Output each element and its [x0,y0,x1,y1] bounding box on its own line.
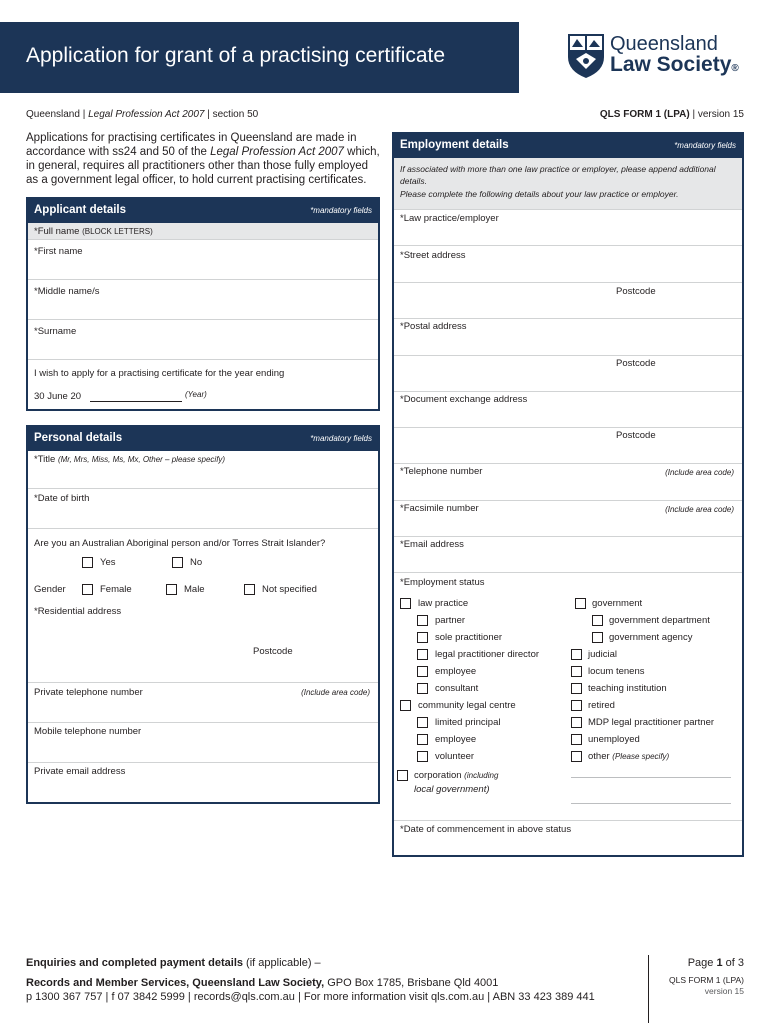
status-checkbox[interactable] [417,632,428,643]
status-checkbox[interactable] [417,649,428,660]
footer-email[interactable]: records@qls.com.au [193,991,295,1003]
employer-telephone-field[interactable]: *Telephone number (Include area code) [394,464,742,501]
form-version: QLS FORM 1 (LPA) | version 15 [599,109,744,120]
logo-text-queensland: Queensland [610,33,718,55]
footer-abn: ABN 33 423 389 441 [492,991,595,1003]
footer-version: version 15 [704,986,744,996]
aboriginal-question: Are you an Australian Aboriginal person and/or Torres Strait Islander? Yes No [34,538,326,568]
doc-exchange-postcode-field[interactable]: Postcode [394,428,742,464]
status-checkbox[interactable] [571,734,582,745]
act-reference: Queensland | Legal Profession Act 2007 | section 50 [26,109,259,120]
intro-paragraph: Applications for practising certificates in Queensland are made in accordance with ss24 and 50 of the Legal Profession Act 2007 which, in general, requires all practitioners other than those fully employed as a government legal officer, to hold current practising certificates. [26,132,380,186]
gender-not-specified-checkbox[interactable] [244,584,255,595]
status-checkbox[interactable] [417,734,428,745]
status-checkbox[interactable] [417,751,428,762]
qls-crest-icon [567,33,605,79]
document-exchange-field[interactable]: *Document exchange address [394,392,742,428]
year-ending-text: I wish to apply for a practising certificate for the year ending [34,368,285,379]
year-date-label: 30 June 20 [34,391,82,402]
status-checkbox[interactable] [592,615,603,626]
surname-field[interactable]: *Surname [28,320,378,360]
logo-text-law-society: Law Society® [610,53,739,76]
private-email-field[interactable]: Private email address [34,766,126,777]
page-title: Application for grant of a practising certificate [26,44,446,67]
status-checkbox[interactable] [571,649,582,660]
status-checkbox[interactable] [400,700,411,711]
footer-enquiries: Enquiries and completed payment details (if applicable) – [26,957,321,969]
employment-details-section [392,132,744,857]
status-checkbox-other[interactable] [571,751,582,762]
applicant-details-header: Applicant details *mandatory fields [28,199,378,223]
status-checkbox[interactable] [592,632,603,643]
gender-male-checkbox[interactable] [166,584,177,595]
footer-website[interactable]: qls.com.au [431,991,485,1003]
status-checkbox[interactable] [571,666,582,677]
status-checkbox[interactable] [571,700,582,711]
date-of-birth-field[interactable]: *Date of birth [28,489,378,529]
aboriginal-yes-checkbox[interactable] [82,557,93,568]
mobile-phone-field[interactable]: Mobile telephone number [28,723,378,763]
postal-address-field[interactable]: *Postal address [394,319,742,356]
personal-details-section [26,425,380,804]
middle-name-field[interactable]: *Middle name/s [28,280,378,320]
employer-facsimile-field[interactable]: *Facsimile number (Include area code) [394,501,742,537]
gender-female-checkbox[interactable] [82,584,93,595]
residential-address-field[interactable]: *Residential address Postcode [28,604,378,683]
status-checkbox[interactable] [417,717,428,728]
other-specify-line[interactable] [571,777,731,778]
status-checkbox[interactable] [417,615,428,626]
title-field[interactable]: *Title (Mr, Mrs, Miss, Ms, Mx, Other – please specify) [28,451,378,489]
personal-details-header: Personal details *mandatory fields [28,427,378,451]
employment-note: If associated with more than one law practice or employer, please append additional details. Please complete the following details about your law practice or employer. [394,158,742,210]
employer-email-field[interactable]: *Email address [394,537,742,573]
status-checkbox-corporation[interactable] [397,770,408,781]
footer-contact: p 1300 367 757 | f 07 3842 5999 | records@qls.com.au | For more information visit qls.com.au | ABN 33 423 389 441 [26,991,595,1003]
aboriginal-no-checkbox[interactable] [172,557,183,568]
full-name-label-bar: *Full name (BLOCK LETTERS) [28,223,378,240]
street-postcode-field[interactable]: Postcode [394,283,742,319]
footer-phone: p 1300 367 757 [26,991,103,1003]
footer-records: Records and Member Services, Queensland Law Society, GPO Box 1785, Brisbane Qld 4001 [26,977,499,989]
footer-form-id: QLS FORM 1 (LPA) [669,975,744,985]
page-number: Page 1 of 3 [687,957,744,969]
employment-details-header: Employment details *mandatory fields [394,134,742,158]
status-checkbox[interactable] [400,598,411,609]
street-address-field[interactable]: *Street address [394,246,742,283]
footer-fax: f 07 3842 5999 [111,991,185,1003]
status-checkbox[interactable] [417,683,428,694]
employment-status-group: *Employment status law practice partner sole practitioner legal practitioner director employee consultant community legal centre limited principal employee volunteer corporation (including local government) government government department government agency judicial locum tenens teaching institution retired MDP legal practitioner partner unemployed other (Please specify) [394,573,742,821]
first-name-field[interactable]: *First name [28,240,378,280]
footer-divider [648,955,649,1023]
applicant-details-section [26,197,380,411]
status-checkbox[interactable] [417,666,428,677]
year-note: (Year) [185,390,207,399]
gender-row: Gender Female Male Not specified [34,584,317,595]
law-practice-field[interactable]: *Law practice/employer [394,210,742,246]
year-input-line[interactable] [90,401,182,402]
status-checkbox[interactable] [575,598,586,609]
status-checkbox[interactable] [571,717,582,728]
postal-postcode-field[interactable]: Postcode [394,356,742,392]
private-phone-field[interactable]: Private telephone number (Include area code) [28,683,378,723]
status-checkbox[interactable] [571,683,582,694]
other-specify-line-2[interactable] [571,803,731,804]
commencement-date-field[interactable]: *Date of commencement in above status [400,824,572,835]
